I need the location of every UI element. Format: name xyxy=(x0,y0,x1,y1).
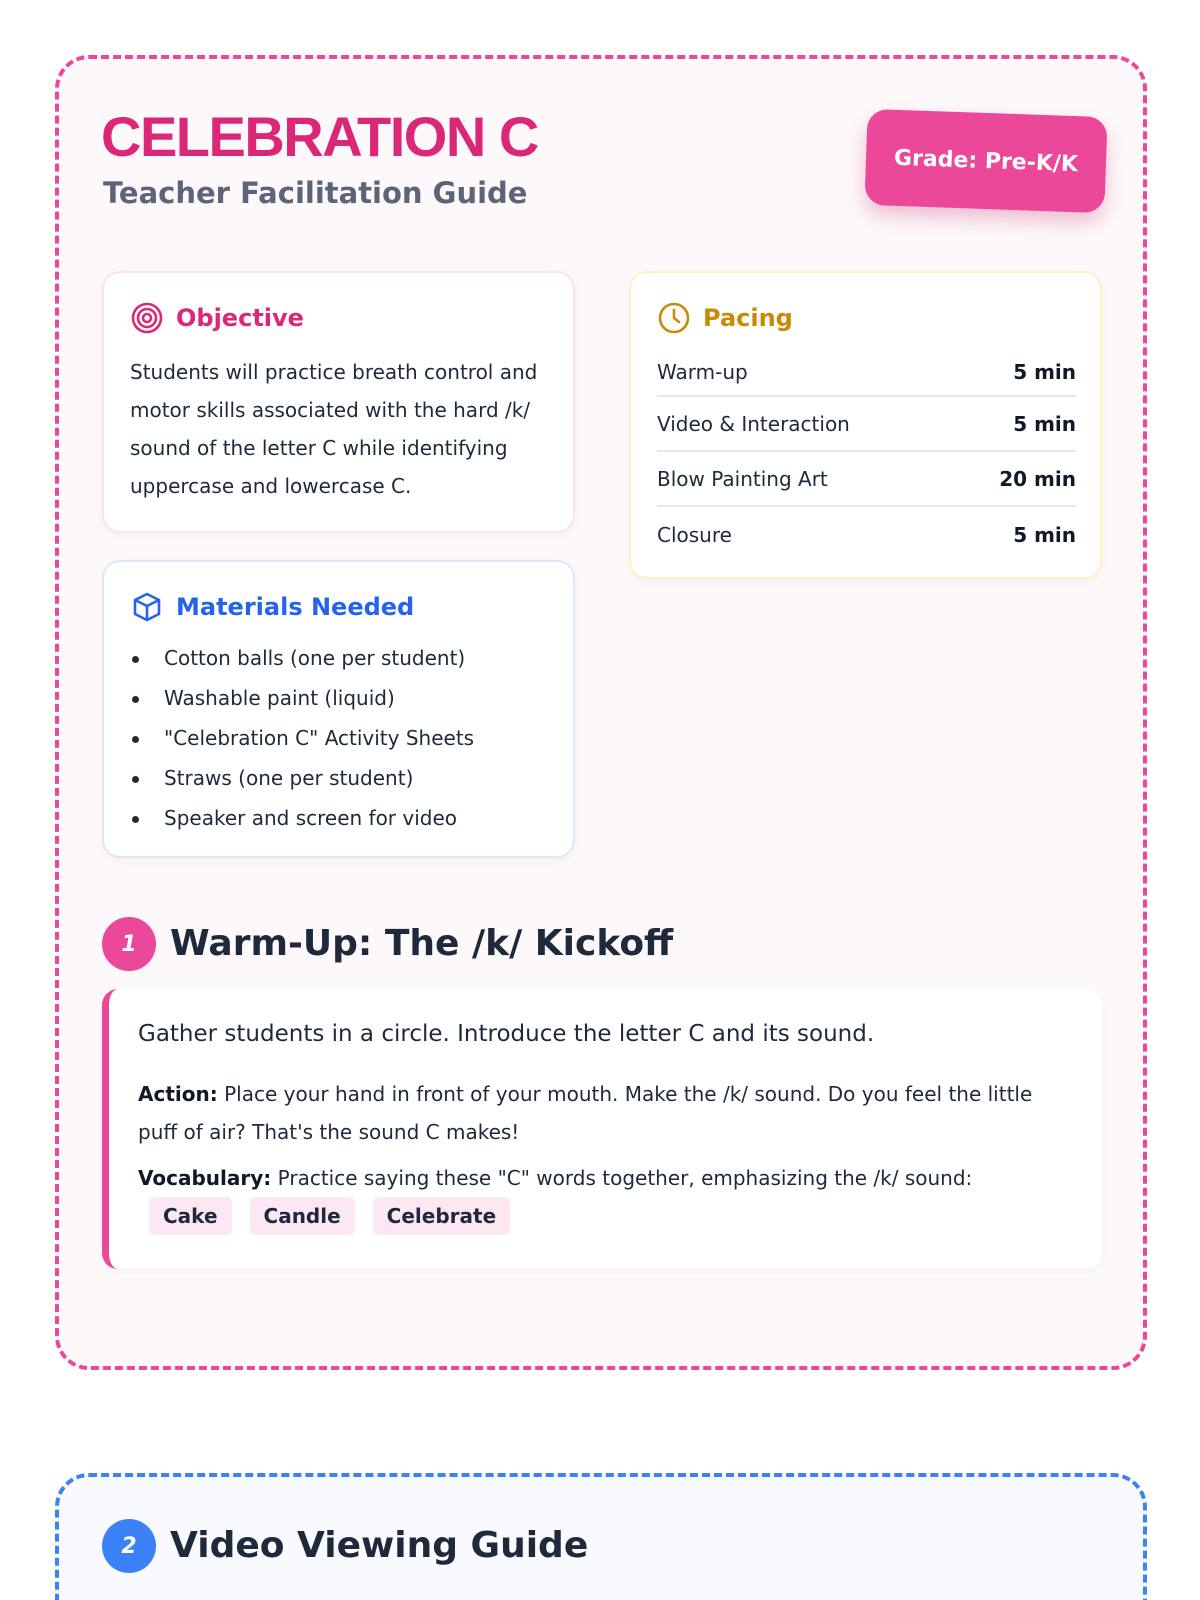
materials-header xyxy=(130,590,414,624)
lesson-overview-card xyxy=(55,55,1147,1370)
list-item: Straws (one per student) xyxy=(130,758,474,798)
pacing-duration: 20 min xyxy=(999,466,1076,491)
step-number-badge: 2 xyxy=(102,1519,156,1573)
vocab-chip: Celebrate xyxy=(373,1197,510,1235)
materials-panel xyxy=(102,560,575,858)
grade-badge: Grade: Pre-K/K xyxy=(864,109,1107,213)
warmup-vocabulary xyxy=(138,1159,1073,1197)
action-label: Action: xyxy=(138,1082,218,1106)
list-item: Cotton balls (one per student) xyxy=(130,638,474,678)
pacing-panel xyxy=(629,271,1102,579)
vocabulary-label: Vocabulary: xyxy=(138,1166,272,1190)
pacing-activity: Blow Painting Art xyxy=(657,466,828,491)
table-row xyxy=(657,452,1076,507)
warmup-action xyxy=(138,1075,1073,1151)
action-text: Place your hand in front of your mouth. Make the /k/ sound. Do you feel the little puff of air? That's the sound C makes! xyxy=(138,1082,1033,1144)
vocab-chip: Cake xyxy=(149,1197,232,1235)
page-title: CELEBRATION C xyxy=(101,105,538,168)
pacing-duration: 5 min xyxy=(1013,522,1076,547)
objective-heading: Objective xyxy=(176,304,304,332)
pacing-activity: Warm-up xyxy=(657,360,748,384)
pacing-table xyxy=(657,349,1076,562)
step-1-title: Warm-Up: The /k/ Kickoff xyxy=(170,923,674,964)
pacing-duration: 5 min xyxy=(1013,411,1076,436)
vocab-chip: Candle xyxy=(250,1197,355,1235)
step-1-header xyxy=(102,917,673,971)
list-item: Speaker and screen for video xyxy=(130,798,474,838)
list-item: Washable paint (liquid) xyxy=(130,678,474,718)
vocabulary-text: Practice saying these "C" words together, emphasizing the /k/ sound: xyxy=(271,1166,973,1190)
table-row xyxy=(657,349,1076,397)
table-row xyxy=(657,507,1076,562)
step-2-header xyxy=(102,1519,588,1573)
pacing-activity: Closure xyxy=(657,522,732,547)
video-guide-card xyxy=(55,1473,1147,1600)
pacing-duration: 5 min xyxy=(1013,360,1076,384)
objective-panel xyxy=(102,271,575,533)
box-icon xyxy=(130,590,164,624)
clock-icon xyxy=(657,301,691,335)
objective-text: Students will practice breath control and motor skills associated with the hard /k/ sound of the letter C while identifying uppercase and lowercase C. xyxy=(130,360,538,498)
materials-list xyxy=(130,638,474,838)
warmup-intro: Gather students in a circle. Introduce the letter C and its sound. xyxy=(138,1021,875,1047)
list-item: "Celebration C" Activity Sheets xyxy=(130,718,474,758)
target-icon xyxy=(130,301,164,335)
materials-heading: Materials Needed xyxy=(176,593,415,621)
objective-header xyxy=(130,301,304,335)
step-2-title: Video Viewing Guide xyxy=(170,1525,589,1566)
page-subtitle: Teacher Facilitation Guide xyxy=(103,176,528,210)
table-row xyxy=(657,397,1076,452)
vocabulary-words xyxy=(149,1197,510,1235)
pacing-header xyxy=(657,301,793,335)
step-number-badge: 1 xyxy=(102,917,156,971)
pacing-activity: Video & Interaction xyxy=(657,411,850,436)
warmup-instructions-box xyxy=(102,989,1102,1269)
pacing-heading: Pacing xyxy=(703,304,793,332)
